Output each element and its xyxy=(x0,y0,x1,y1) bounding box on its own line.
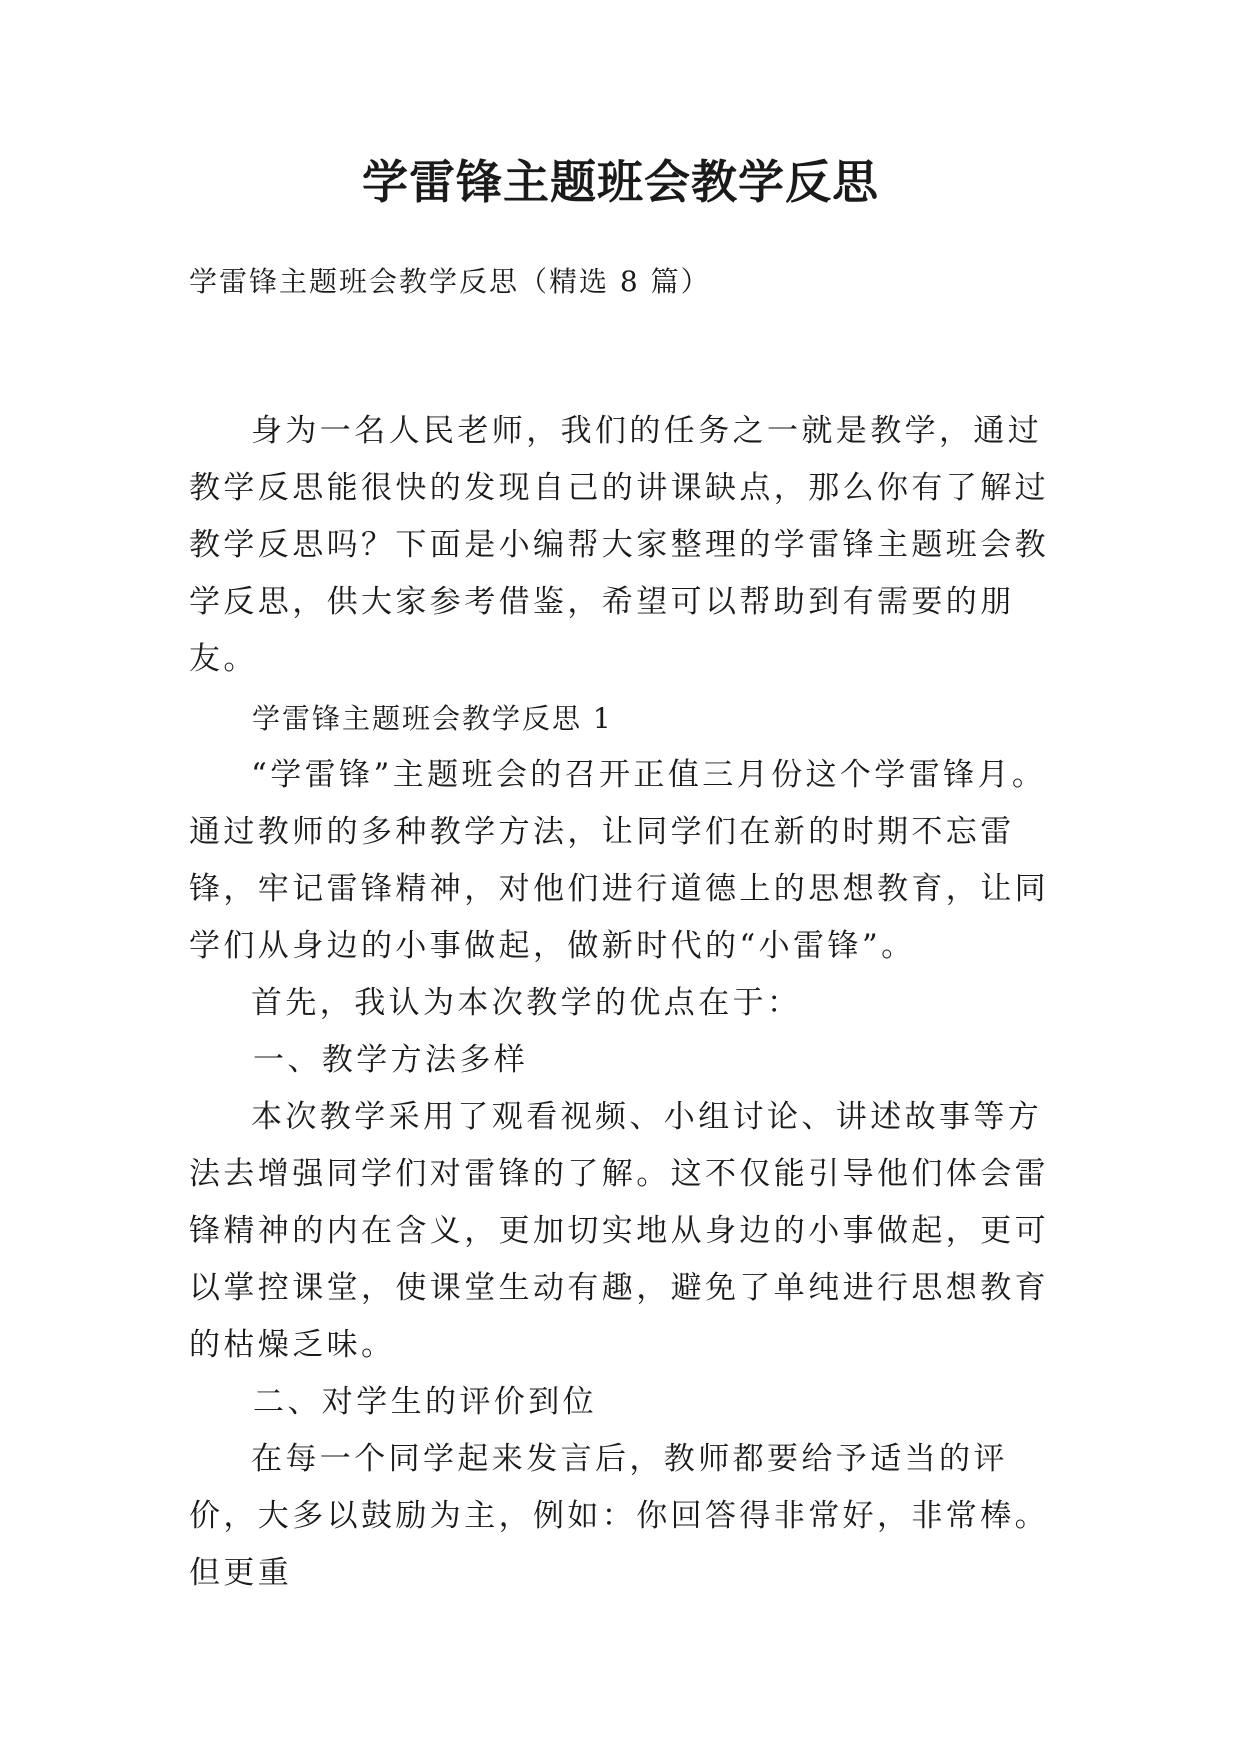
paragraph: 本次教学采用了观看视频、小组讨论、讲述故事等方法去增强同学们对雷锋的了解。这不仅能引导他们体会雷锋精神的内在含义，更加切实地从身边的小事做起，更可以掌控课堂，使课堂生动有趣，避免了单纯进行思想教育的枯燥乏味。 xyxy=(189,1099,1049,1363)
point-heading: 一、教学方法多样 xyxy=(253,1042,529,1078)
section-1 xyxy=(189,690,1051,1602)
paragraph: “学雷锋”主题班会的召开正值三月份这个学雷锋月。通过教师的多种教学方法，让同学们在新的时期不忘雷锋，牢记雷锋精神，对他们进行道德上的思想教育，让同学们从身边的小事做起，做新时代的“小雷锋”。 xyxy=(189,757,1049,964)
point-heading: 二、对学生的评价到位 xyxy=(253,1384,597,1420)
intro-paragraph: 身为一名人民老师，我们的任务之一就是教学，通过教学反思能很快的发现自己的讲课缺点，那么你有了解过教学反思吗？下面是小编帮大家整理的学雷锋主题班会教学反思，供大家参考借鉴，希望可以帮助到有需要的朋友。 xyxy=(189,413,1049,677)
document-subtitle: 学雷锋主题班会教学反思（精选 8 篇） xyxy=(189,265,711,298)
paragraph: 在每一个同学起来发言后，教师都要给予适当的评价，大多以鼓励为主，例如：你回答得非常好，非常棒。但更重 xyxy=(189,1441,1049,1591)
intro-block xyxy=(189,403,1051,688)
section-heading: 学雷锋主题班会教学反思 1 xyxy=(252,702,613,735)
page-title: 学雷锋主题班会教学反思 xyxy=(362,155,879,209)
paragraph: 首先，我认为本次教学的优点在于： xyxy=(251,985,802,1021)
